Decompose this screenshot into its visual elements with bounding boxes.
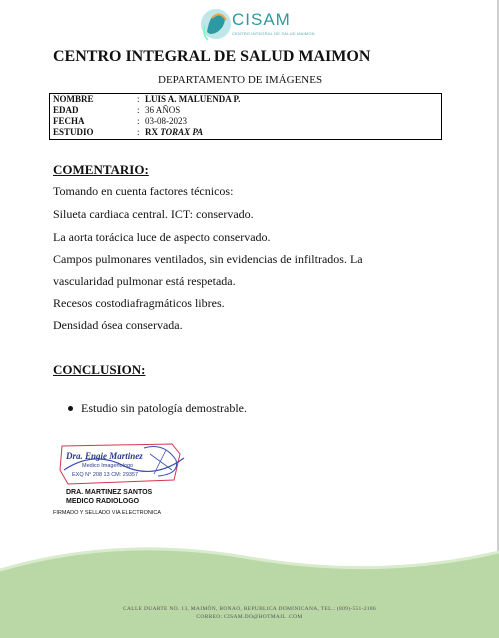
conclusion-heading: CONCLUSION: [53, 362, 146, 377]
patient-info-box [49, 93, 442, 140]
signer-name: DRA. MARTINEZ SANTOS [66, 489, 153, 496]
department-label: DEPARTAMENTO DE IMÁGENES [158, 74, 323, 86]
conclusion-item [68, 401, 247, 416]
info-row-edad [53, 105, 180, 115]
conclusion-item-text: Estudio sin patología demostrable. [81, 401, 247, 415]
footer-wave [0, 540, 499, 638]
stamp-role: Medico Imagenologo [82, 463, 134, 469]
fecha-label: FECHA [53, 116, 85, 126]
logo-text: CISAM [232, 10, 291, 29]
signer-role: MEDICO RADIOLOGO [66, 498, 140, 505]
nombre-value: LUIS A. MALUENDA P. [145, 94, 241, 104]
colon: : [137, 127, 140, 137]
colon: : [137, 116, 140, 126]
comentario-line: vascularidad pulmonar está respetada. [53, 274, 236, 288]
colon: : [137, 105, 140, 115]
bullet-icon [68, 406, 73, 411]
stamp-name: Dra. Engie Martinez [66, 451, 143, 461]
signed-note: FIRMADO Y SELLADO VIA ELECTRONICA [53, 510, 161, 516]
estudio-value: TORAX PA [160, 127, 204, 137]
info-row-fecha [53, 116, 187, 126]
comentario-line: Densidad ósea conservada. [53, 318, 183, 332]
footer-email: CORREO: CISAM.DO@HOTMAIL .COM [196, 614, 303, 620]
nombre-label: NOMBRE [53, 94, 94, 104]
estudio-prefix: RX [145, 127, 158, 137]
page-title: CENTRO INTEGRAL DE SALUD MAIMON [53, 48, 371, 65]
comentario-line: La aorta torácica luce de aspecto conservado. [53, 230, 271, 244]
edad-value: 36 AÑOS [145, 105, 181, 115]
comentario-line: Recesos costodiafragmáticos libres. [53, 296, 225, 310]
estudio-label: ESTUDIO [53, 127, 94, 137]
fecha-value: 03-08-2023 [145, 116, 187, 126]
comentario-line: Silueta cardiaca central. ICT: conservado. [53, 207, 254, 221]
comentario-line: Campos pulmonares ventilados, sin evidencias de infiltrados. La [53, 252, 363, 266]
signer-block [66, 488, 152, 506]
colon: : [137, 94, 140, 104]
logo-subtext: CENTRO INTEGRAL DE SALUD MAIMON [232, 31, 315, 36]
comentario-heading: COMENTARIO: [53, 162, 149, 177]
info-row-nombre [53, 94, 240, 104]
stamp-number: EXQ N° 208 13 CM: 29357 [72, 472, 139, 478]
footer-address: CALLE DUARTE NO. 13, MAIMÓN, BONAO, REPUBLICA DOMINICANA, TEL.: (809)-551-2186 [123, 606, 376, 612]
info-row-estudio [53, 127, 203, 137]
comentario-line: Tomando en cuenta factores técnicos: [53, 184, 234, 198]
edad-label: EDAD [53, 105, 79, 115]
